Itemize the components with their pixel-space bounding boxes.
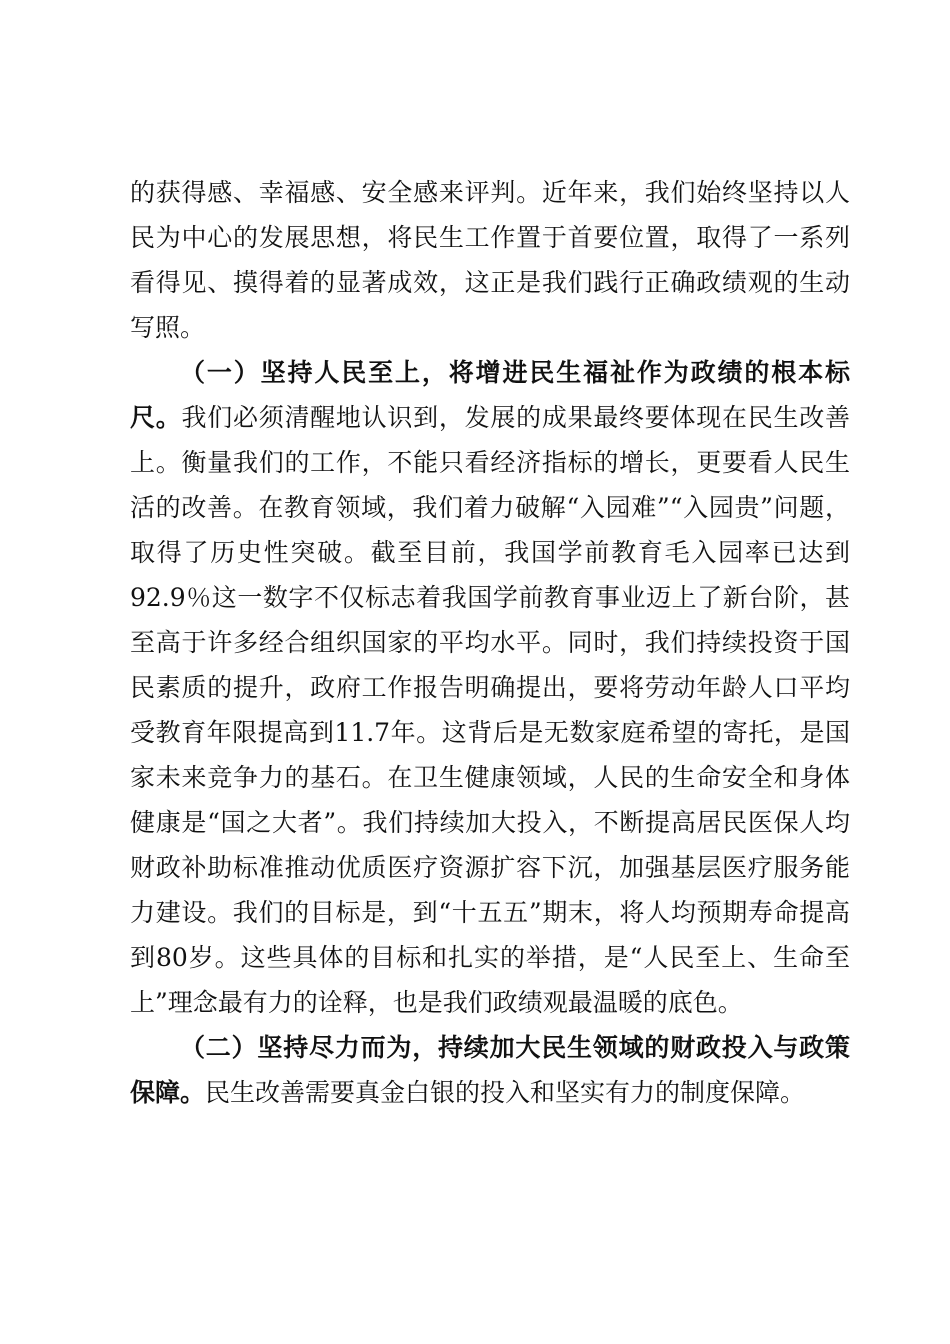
- document-body: [130, 170, 850, 1115]
- section-heading-2: （二）坚持尽力而为，持续加大民生领域的财政投入与政策保障。: [130, 1033, 850, 1107]
- paragraph-1-text: 的获得感、幸福感、安全感来评判。近年来，我们始终坚持以人民为中心的发展思想，将民生工作置于首要位置，取得了一系列看得见、摸得着的显著成效，这正是我们践行正确政绩观的生动写照。: [130, 178, 850, 342]
- paragraph-3: [130, 1025, 850, 1115]
- paragraph-1: [130, 170, 850, 350]
- section-heading-1: （一）坚持人民至上，将增进民生福祉作为政绩的根本标尺。: [130, 358, 850, 432]
- paragraph-2-text: 我们必须清醒地认识到，发展的成果最终要体现在民生改善上。衡量我们的工作，不能只看经济指标的增长，更要看人民生活的改善。在教育领域，我们着力破解“入园难”“入园贵”问题，取得了历史性突破。截至目前，我国学前教育毛入园率已达到92.9％这一数字不仅标志着我国学前教育事业迈上了新台阶，甚至高于许多经合组织国家的平均水平。同时，我们持续投资于国民素质的提升，政府工作报告明确提出，要将劳动年龄人口平均受教育年限提高到11.7年。这背后是无数家庭希望的寄托，是国家未来竞争力的基石。在卫生健康领域，人民的生命安全和身体健康是“国之大者”。我们持续加大投入，不断提高居民医保人均财政补助标准推动优质医疗资源扩容下沉，加强基层医疗服务能力建设。我们的目标是，到“十五五”期末，将人均预期寿命提高到80岁。这些具体的目标和扎实的举措，是“人民至上、生命至上”理念最有力的诠释，也是我们政绩观最温暖的底色。: [130, 403, 850, 1017]
- paragraph-3-text: 民生改善需要真金白银的投入和坚实有力的制度保障。: [205, 1078, 806, 1107]
- paragraph-2: [130, 350, 850, 1025]
